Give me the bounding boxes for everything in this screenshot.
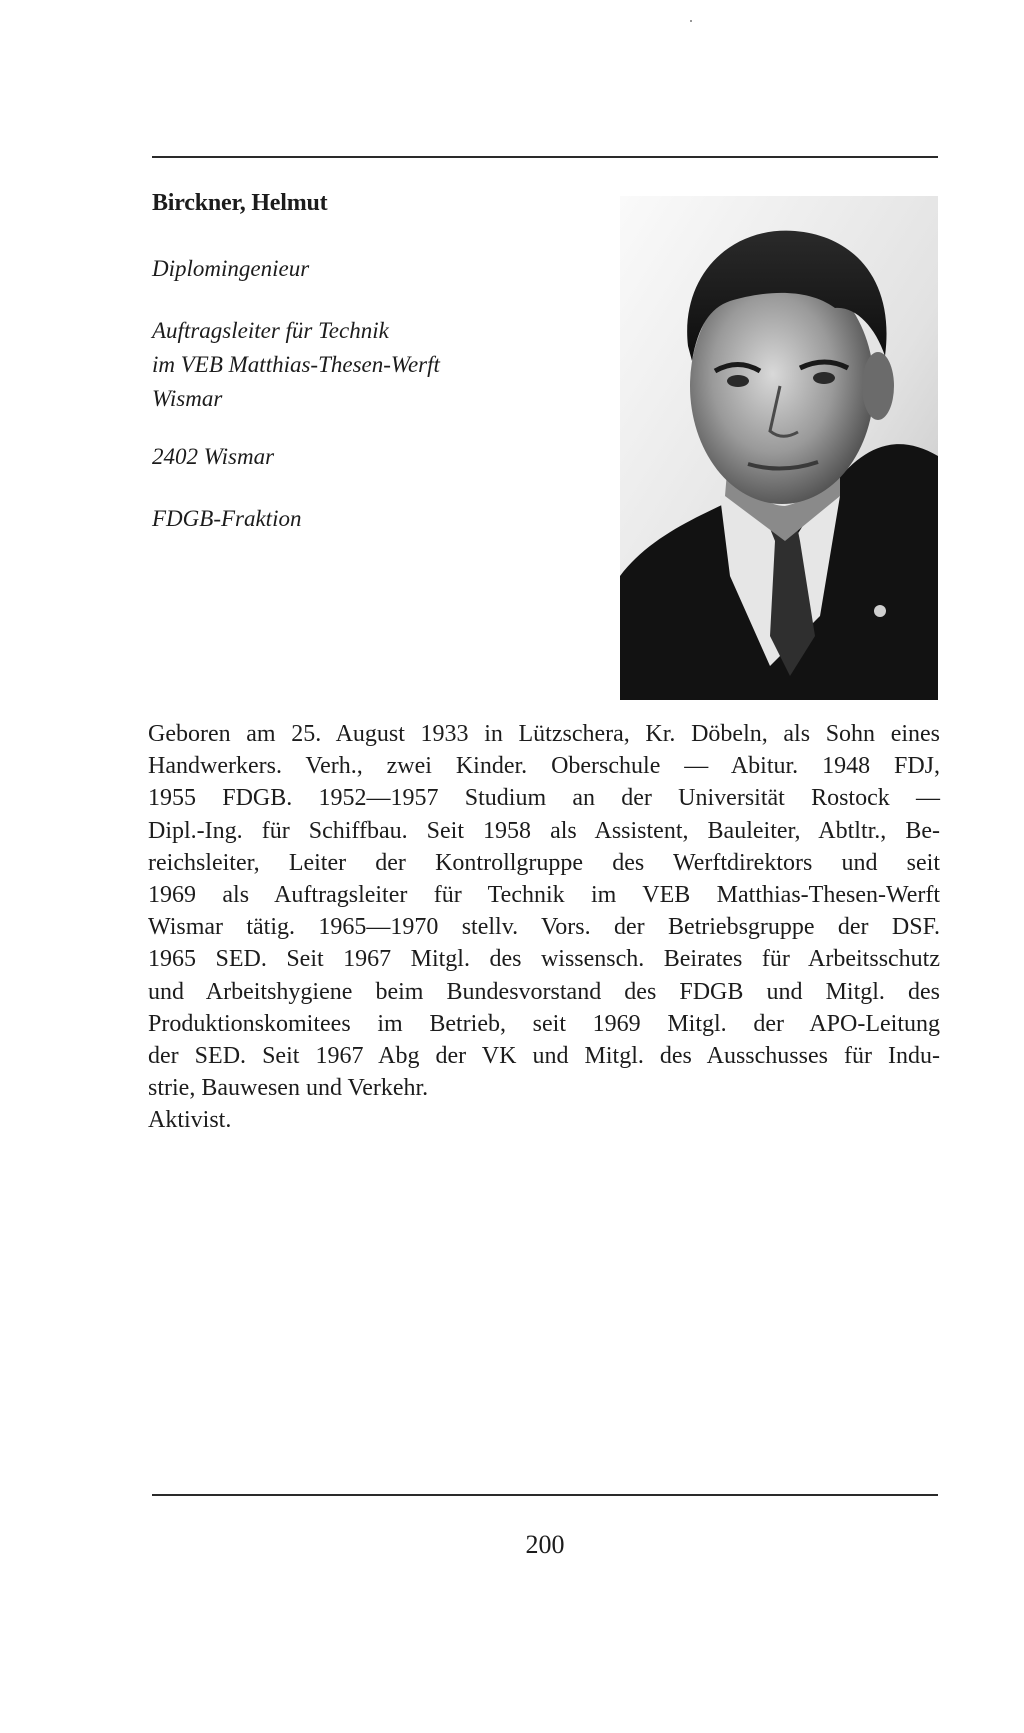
biography-line: 1955 FDGB. 1952—1957 Studium an der Universität Rostock — bbox=[148, 785, 940, 812]
speck bbox=[690, 20, 692, 22]
bottom-rule bbox=[152, 1494, 938, 1496]
address: 2402 Wismar bbox=[152, 444, 275, 469]
position-line: Wismar bbox=[152, 386, 223, 411]
position-line: Auftragsleiter für Technik bbox=[152, 318, 389, 343]
biography-line: 1969 als Auftragsleiter für Technik im VEB Matthias-Thesen-Werft bbox=[148, 882, 940, 909]
biography-line: reichsleiter, Leiter der Kontrollgruppe des Werftdirektors und seit bbox=[148, 849, 940, 876]
page-number: 200 bbox=[525, 1530, 565, 1559]
position bbox=[152, 314, 440, 416]
position-line: im VEB Matthias-Thesen-Werft bbox=[152, 352, 440, 377]
portrait-photo bbox=[620, 196, 938, 700]
biography bbox=[148, 718, 940, 1137]
biography-line: Produktionskomitees im Betrieb, seit 1969 Mitgl. der APO-Leitung bbox=[148, 1010, 940, 1037]
biography-line: 1965 SED. Seit 1967 Mitgl. des wissensch. Beirates für Arbeitsschutz bbox=[148, 946, 940, 973]
biography-line: Handwerkers. Verh., zwei Kinder. Oberschule — Abitur. 1948 FDJ, bbox=[148, 753, 940, 780]
biography-line: der SED. Seit 1967 Abg der VK und Mitgl. des Ausschusses für Indu- bbox=[148, 1043, 940, 1070]
biography-line: strie, Bauwesen und Verkehr. bbox=[148, 1075, 429, 1102]
biography-line: Dipl.-Ing. für Schiffbau. Seit 1958 als Assistent, Bauleiter, Abtltr., Be- bbox=[148, 817, 940, 844]
biography-line: Geboren am 25. August 1933 in Lützschera, Kr. Döbeln, als Sohn eines bbox=[148, 721, 940, 747]
biography-line: Wismar tätig. 1965—1970 stellv. Vors. der Betriebsgruppe der DSF. bbox=[148, 914, 940, 941]
person-name: Birckner, Helmut bbox=[152, 190, 328, 216]
top-rule bbox=[152, 156, 938, 158]
fraction: FDGB-Fraktion bbox=[152, 506, 302, 531]
biography-line: und Arbeitshygiene beim Bundesvorstand des FDGB und Mitgl. des bbox=[148, 978, 940, 1005]
degree: Diplomingenieur bbox=[152, 256, 310, 281]
award: Aktivist. bbox=[148, 1107, 232, 1134]
